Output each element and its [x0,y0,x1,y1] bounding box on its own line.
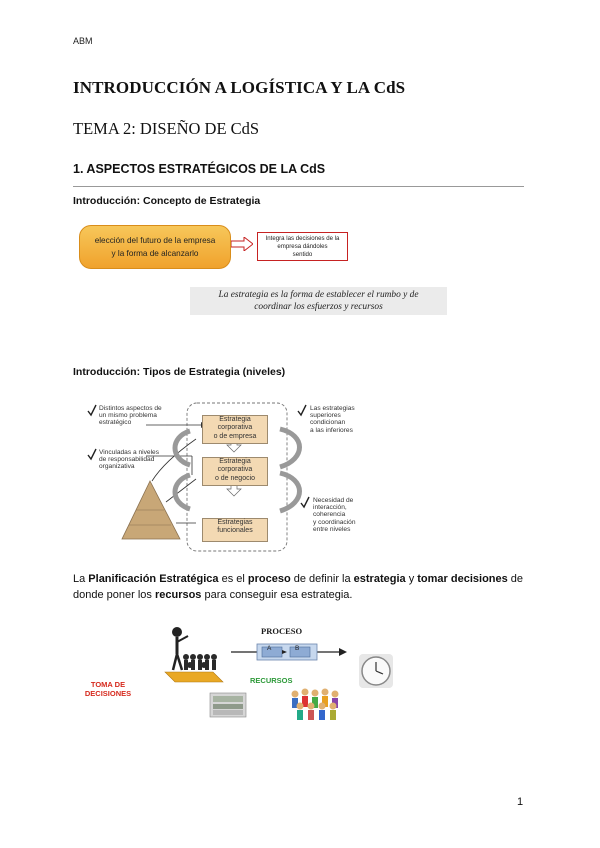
process-graphics [73,620,403,725]
planning-paragraph: La Planificación Estratégica es el proceso de definir la estrategia y tomar decisiones de donde poner los recursos para conseguir esa estrategia. [73,573,524,601]
document-subtitle: TEMA 2: DISEÑO DE CdS [73,119,260,138]
orange-line-2: y la forma de alcanzarlo [111,249,199,258]
left-note-2: Vinculadas a niveles de responsabilidad organizativa [99,449,159,471]
section-heading: 1. ASPECTOS ESTRATÉGICOS DE LA CdS [73,162,326,176]
right-note-2: Necesidad de interacción, coherencia y coordinación entre niveles [313,497,356,533]
concept-heading: Introducción: Concepto de Estrategia [73,195,261,207]
strategy-definition-box [79,225,231,269]
box-a-label: A [267,645,272,652]
page-number: 1 [517,796,524,808]
red-line-2: empresa dándoles [277,243,328,250]
process-figure [73,620,403,725]
level-functional: Estrategias funcionales [202,518,268,542]
integration-box [257,232,348,261]
check-icon [88,405,96,415]
strategy-levels-diagram [84,399,374,554]
left-note-1: Distintos aspectos de un mismo problema estratégico [99,405,162,427]
red-line-1: Integra las decisiones de la [265,235,340,242]
quote-line-1: La estrategia es la forma de establecer el rumbo y de [218,290,419,300]
check-icon [88,449,96,459]
orange-line-1: elección del futuro de la empresa [94,236,216,245]
check-icon [301,497,309,507]
level-business: Estrategia corporativa o de negocio [202,457,268,486]
quote-line-2: coordinar los esfuerzos y recursos [254,302,383,312]
level-corporate: Estrategia corporativa o de empresa [202,415,268,444]
types-heading: Introducción: Tipos de Estrategia (niveles) [73,366,286,378]
arrow-right-icon [231,237,253,251]
red-line-3: sentido [292,251,313,258]
clock-icon [359,654,393,688]
check-icon [298,405,306,415]
people-group-icon [292,689,339,721]
recursos-label: RECURSOS [250,676,293,685]
proceso-label: PROCESO [261,626,303,636]
money-icon [210,693,246,717]
platform-icon [165,672,223,682]
toma-decisiones-label: TOMA DE DECISIONES [84,680,132,698]
document-title: INTRODUCCIÓN A LOGÍSTICA Y LA CdS [73,78,406,97]
leader-icon [172,627,182,637]
right-note-1: Las estrategias superiores condicionan a las inferiores [310,405,355,434]
crowd-icon [183,654,217,670]
strategy-quote [190,287,447,315]
header-label: ABM [73,36,93,46]
box-b-label: B [295,645,300,652]
section-divider [73,186,524,187]
